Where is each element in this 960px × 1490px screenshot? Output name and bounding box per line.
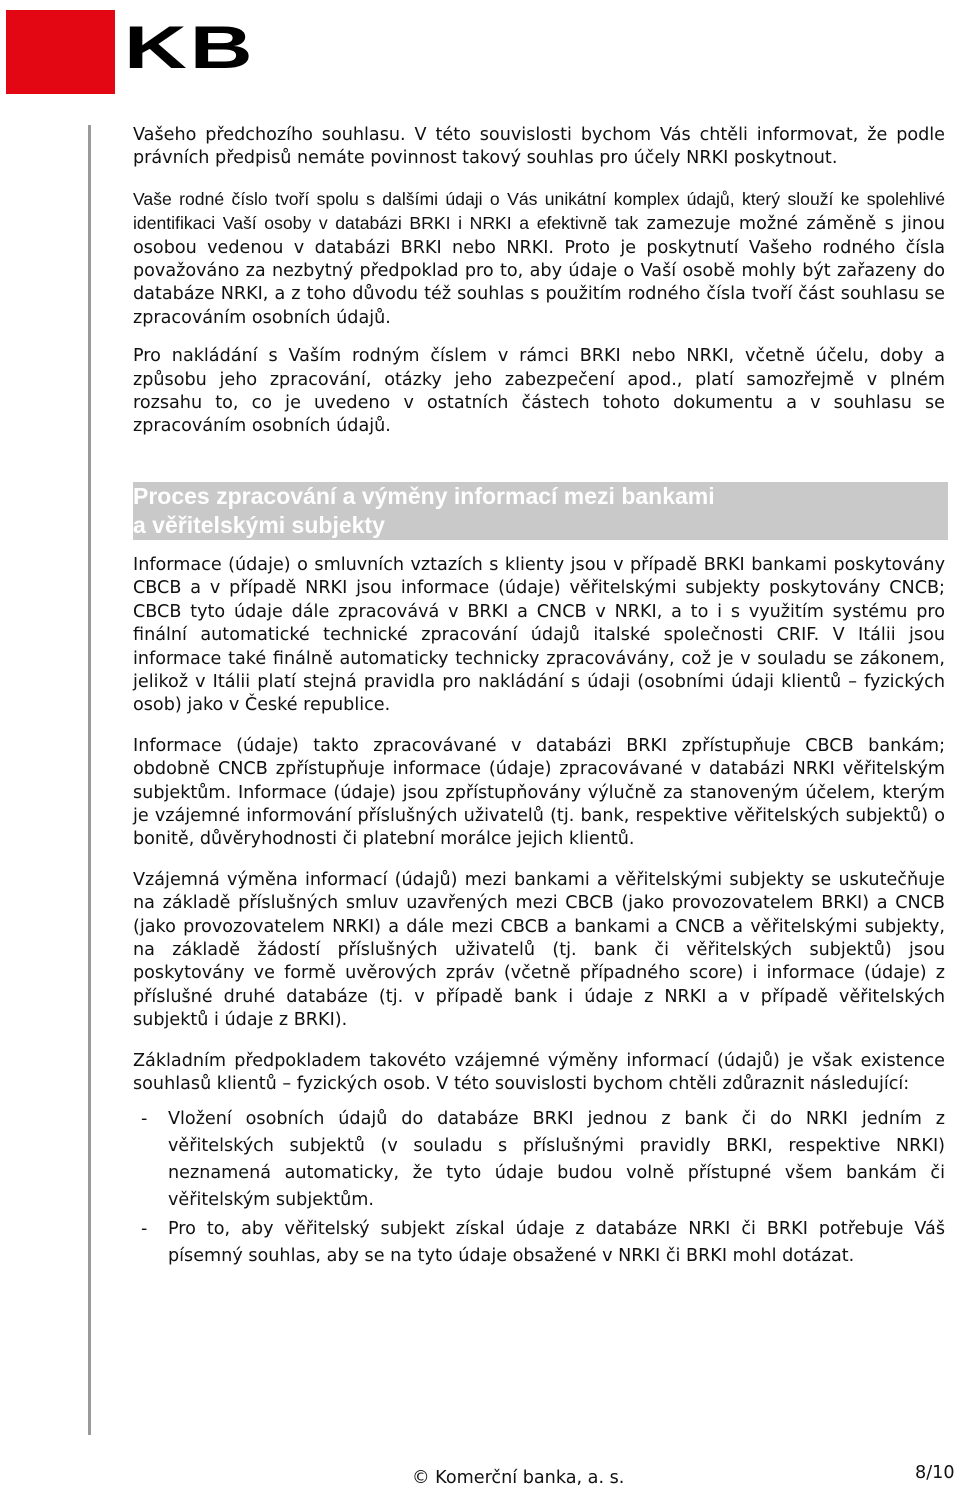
paragraph-2-part-a: Vaše rodné číslo tvoří spolu s dalšími údaji o Vás unikátní komplex údajů, který slouží ke spolehlivé identifikaci Vaší osoby v databázi BRKI i NRKI a efektivně tak bbox=[133, 188, 945, 234]
list-item-text: Vložení osobních údajů do databáze BRKI jednou z bank či do NRKI jedním z věřitelských subjektů (v souladu s příslušnými pravidly BRKI, respektive NRKI) neznamená automaticky, že tyto údaje budou volně přístupné všem bankám či věřitelským subjektům. bbox=[168, 1109, 945, 1211]
paragraph-2-part-b: zamezuje možné záměně s jinou osobou vedenou v databázi BRKI nebo NRKI. Proto je poskytnutí Vašeho rodného čísla považováno za nezbytný předpoklad pro to, aby údaje o Vaší osobě mohly být zařazeny do databáze NRKI, a z toho důvodu též souhlas s použitím rodného čísla tvoří část souhlasu se zpracováním osobních údajů. bbox=[133, 214, 945, 328]
bullet-list bbox=[133, 1106, 945, 1270]
kb-logo-red-square bbox=[6, 10, 115, 94]
paragraph-6: Vzájemná výměna informací (údajů) mezi bankami a věřitelskými subjekty se uskutečňuje na základě příslušných smluv uzavřených mezi CBCB (jako provozovatelem BRKI) a CNCB (jako provozovatelem NRKI) a dále mezi CBCB a bankami a CNCB a věřitelskými subjekty, na základě žádostí příslušných uživatelů (tj. bank či věřitelských subjektů) jsou poskytovány ve formě uvěrových zpráv (včetně případného score) i informace (údaje) z příslušné druhé databáze (tj. v případě bank i údaje z NRKI a v případě věřitelských subjektů i údaje z BRKI). bbox=[133, 869, 945, 1031]
footer-copyright: © Komerční banka, a. s. bbox=[412, 1468, 625, 1488]
list-item-marker: - bbox=[141, 1219, 148, 1240]
list-item bbox=[133, 1106, 945, 1214]
list-item bbox=[133, 1216, 945, 1270]
paragraph-2 bbox=[133, 188, 945, 330]
page-number: 8/10 bbox=[915, 1463, 955, 1483]
paragraph-3: Pro nakládání s Vaším rodným číslem v rámci BRKI nebo NRKI, včetně účelu, doby a způsobu jeho zpracování, otázky jeho zabezpečení apod., platí samozřejmě v plném rozsahu to, co je uvedeno v ostatních částech tohoto dokumentu a v souhlasu se zpracováním osobních údajů. bbox=[133, 346, 945, 437]
kb-logo-text: KB bbox=[124, 14, 256, 81]
list-item-marker: - bbox=[141, 1109, 148, 1130]
paragraph-1: Vašeho předchozího souhlasu. V této souvislosti bychom Vás chtěli informovat, že podle právních předpisů nemáte povinnost takový souhlas pro účely NRKI poskytnout. bbox=[133, 125, 945, 169]
section-heading-line-2: a věřitelskými subjekty bbox=[133, 511, 385, 538]
section-heading-line-1: Proces zpracování a výměny informací mezi bankami bbox=[133, 482, 715, 509]
paragraph-4: Informace (údaje) o smluvních vztazích s klienty jsou v případě BRKI bankami poskytovány CBCB a v případě NRKI jsou informace (údaje) věřitelskými subjekty poskytovány CNCB; CBCB tyto údaje dále zpracovává v BRKI a CNCB v NRKI, a to i s využitím systému pro finální automatické technické zpracování údajů italské společnosti CRIF. V Itálii jsou informace také finálně automaticky technicky zpracovávány, což je v souladu se zákonem, jelikož v Itálii platí stejná pravidla pro nakládání s údaji (osobními údaji klientů – fyzických osob) jako v České republice. bbox=[133, 554, 945, 716]
document-body bbox=[133, 124, 945, 1272]
paragraph-5: Informace (údaje) takto zpracovávané v databázi BRKI zpřístupňuje CBCB bankám; obdobně CNCB zpřístupňuje informace (údaje) zpracovávané v databázi NRKI věřitelským subjektům. Informace (údaje) jsou zpřístupňovány výlučně za stanoveným účelem, kterým je vzájemné informování příslušných uživatelů (tj. bank, respektive věřitelských subjektů) o bonitě, důvěryhodnosti či platební morálce jejich klientů. bbox=[133, 735, 945, 850]
list-item-text: Pro to, aby věřitelský subjekt získal údaje z databáze NRKI či BRKI potřebuje Váš písemný souhlas, aby se na tyto údaje obsažené v NRKI či BRKI mohl dotázat. bbox=[168, 1219, 945, 1267]
left-margin-rule bbox=[88, 125, 91, 1435]
paragraph-7: Základním předpokladem takovéto vzájemné výměny informací (údajů) je však existence souhlasů klientů – fyzických osob. V této souvislosti bychom chtěli zdůraznit následující: bbox=[133, 1050, 945, 1094]
section-heading bbox=[133, 482, 948, 540]
